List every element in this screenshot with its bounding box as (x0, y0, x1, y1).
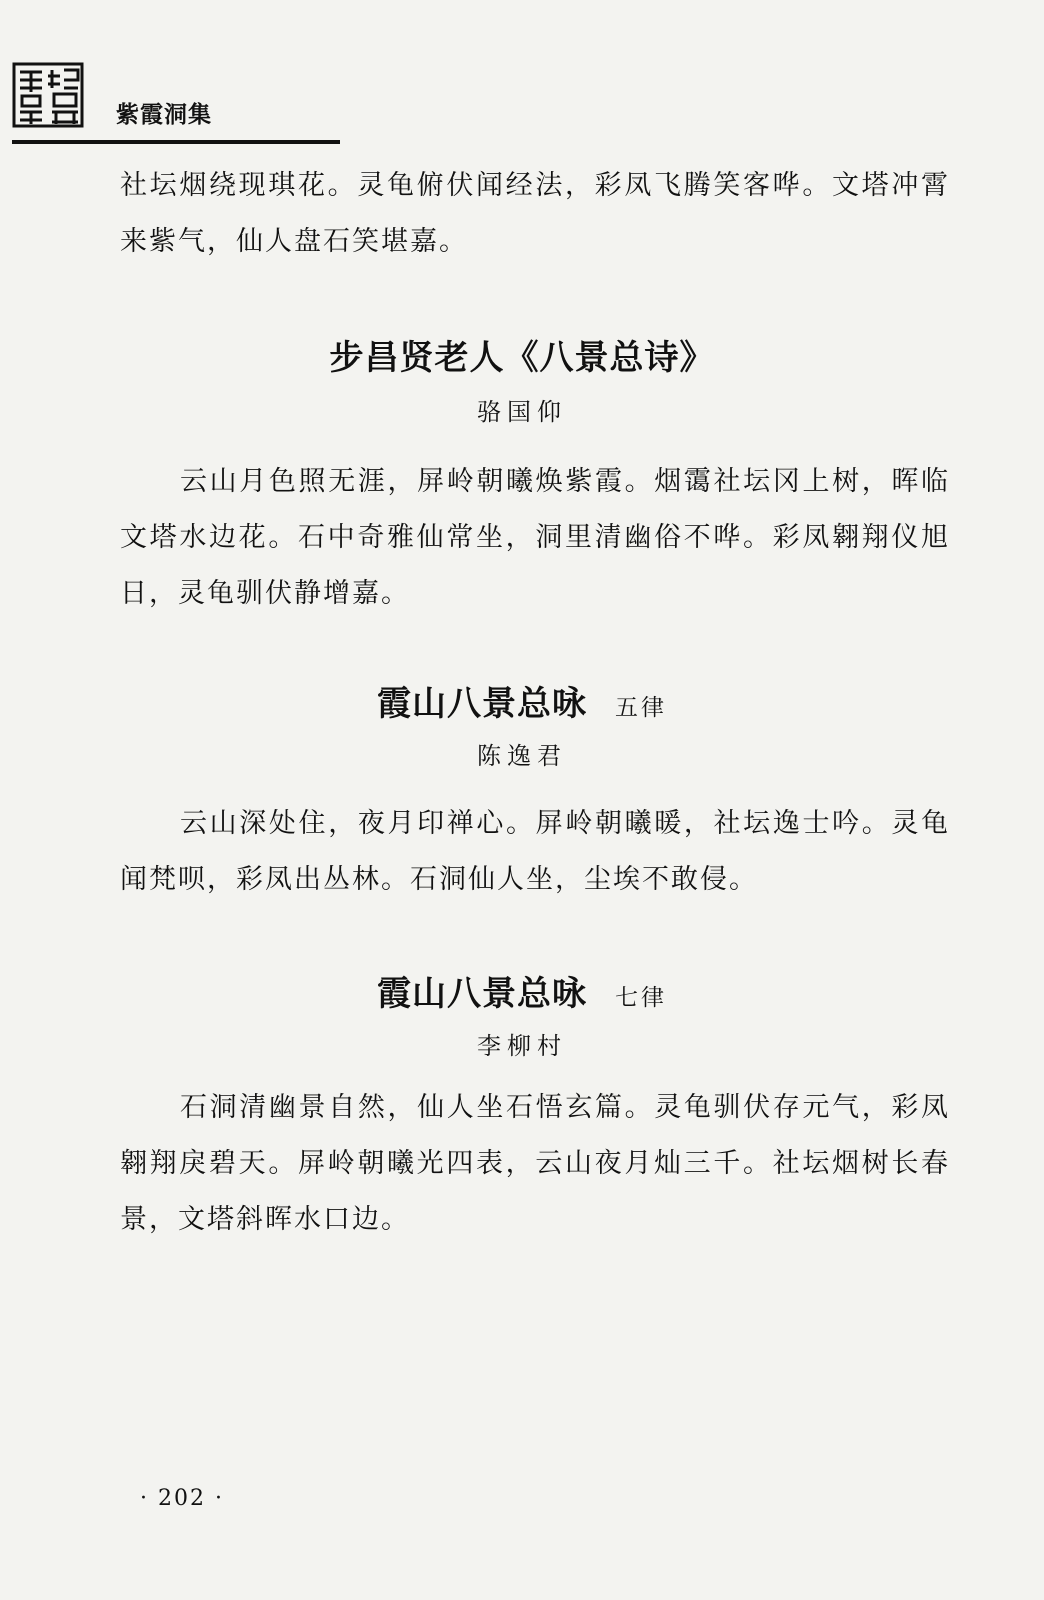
poem-title-text: 霞山八景总咏 (377, 974, 587, 1014)
poem-title (0, 966, 1044, 1015)
poem-title (0, 676, 1044, 725)
page-number: · 202 · (140, 1486, 224, 1511)
poem-title-text: 步昌贤老人《八景总诗》 (329, 338, 715, 378)
poem-author: 骆国仰 (477, 398, 567, 426)
poem-title (0, 330, 1044, 379)
header-rule (12, 140, 340, 144)
poem-form-tag: 五律 (615, 695, 667, 721)
seal-logo-icon (12, 62, 84, 128)
poem-text: 云山月色照无涯，屏岭朝曦焕紫霞。烟霭社坛冈上树，晖临文塔水边花。石中奇雅仙常坐，洞里清幽俗不哗。彩凤翱翔仪旭日，灵龟驯伏静增嘉。 (120, 466, 950, 609)
poem-text: 石洞清幽景自然，仙人坐石悟玄篇。灵龟驯伏存元气，彩凤翱翔戾碧天。屏岭朝曦光四表，云山夜月灿三千。社坛烟树长春景，文塔斜晖水口边。 (120, 1092, 950, 1235)
header-book-title: 紫霞洞集 (116, 102, 212, 128)
poem-author: 李柳村 (477, 1032, 567, 1060)
poem-form-tag: 七律 (615, 985, 667, 1011)
poem-text: 云山深处住，夜月印禅心。屏岭朝曦暖，社坛逸士吟。灵龟闻梵呗，彩凤出丛林。石洞仙人坐，尘埃不敢侵。 (120, 808, 950, 895)
poem-title-text: 霞山八景总咏 (377, 684, 587, 724)
continuation-text: 社坛烟绕现琪花。灵龟俯伏闻经法，彩凤飞腾笑客哗。文塔冲霄来紫气，仙人盘石笑堪嘉。 (120, 170, 950, 257)
poem-author: 陈逸君 (477, 742, 567, 770)
